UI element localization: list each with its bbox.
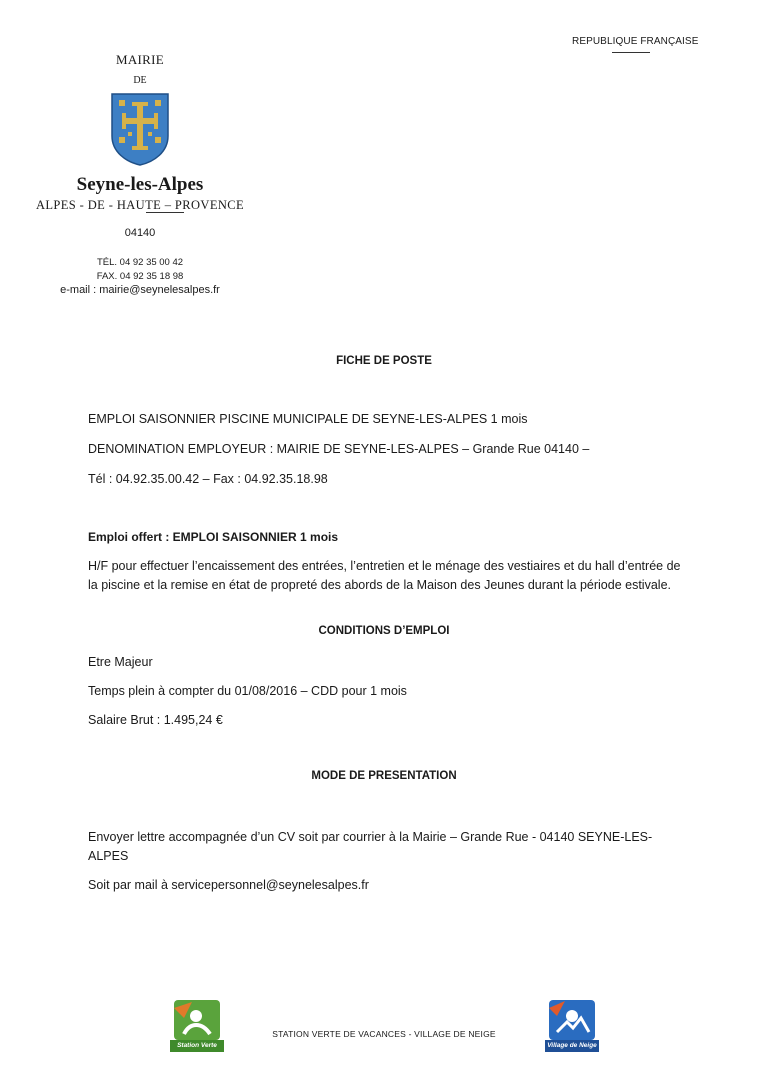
footer-text: STATION VERTE DE VACANCES - VILLAGE DE NEIGE [272, 1029, 496, 1039]
village-de-neige-logo-text: Village de Neige [547, 1042, 597, 1049]
email: e-mail : mairie@seynelesalpes.fr [60, 284, 220, 296]
department-underline [146, 212, 184, 213]
telephone: TÉL. 04 92 35 00 42 [96, 257, 184, 268]
mairie-label: MAIRIE [115, 52, 165, 67]
postcode: 04140 [124, 227, 156, 239]
town-crest-icon [110, 92, 170, 166]
department-name: ALPES - DE - HAUTE – PROVENCE [35, 198, 245, 212]
condition-schedule: Temps plein à compter du 01/08/2016 – CDD pour 1 mois [88, 684, 407, 698]
de-label: DE [133, 75, 147, 86]
job-line: EMPLOI SAISONNIER PISCINE MUNICIPALE DE SEYNE-LES-ALPES 1 mois [88, 412, 528, 426]
contact-line: Tél : 04.92.35.00.42 – Fax : 04.92.35.18.98 [88, 472, 328, 486]
town-name: Seyne-les-Alpes [76, 174, 204, 195]
presentation-title: MODE DE PRESENTATION [311, 770, 457, 782]
republique-underline [612, 52, 650, 53]
employer-line: DENOMINATION EMPLOYEUR : MAIRIE DE SEYNE-LES-ALPES – Grande Rue 04140 – [88, 442, 590, 456]
condition-salary: Salaire Brut : 1.495,24 € [88, 713, 223, 727]
job-description: H/F pour effectuer l’encaissement des entrées, l’entretien et le ménage des vestiaires et du hall d’entrée de la piscine et la remise en état de propreté des abords de la Maison des Jeunes durant la période estivale. [88, 559, 681, 592]
offer-heading: Emploi offert : EMPLOI SAISONNIER 1 mois [88, 530, 339, 544]
conditions-title: CONDITIONS D’EMPLOI [318, 625, 450, 637]
republique-francaise: REPUBLIQUE FRANÇAISE [572, 36, 699, 47]
presentation-mail: Envoyer lettre accompagnée d’un CV soit par courrier à la Mairie – Grande Rue - 04140 SEYNE-LES-ALPES [88, 830, 653, 863]
presentation-email[interactable]: Soit par mail à servicepersonnel@seynelesalpes.fr [88, 878, 369, 892]
condition-age: Etre Majeur [88, 655, 153, 669]
fax: FAX. 04 92 35 18 98 [96, 271, 184, 282]
document-title: FICHE DE POSTE [336, 355, 432, 367]
station-verte-logo-text: Station Verte [177, 1042, 217, 1049]
